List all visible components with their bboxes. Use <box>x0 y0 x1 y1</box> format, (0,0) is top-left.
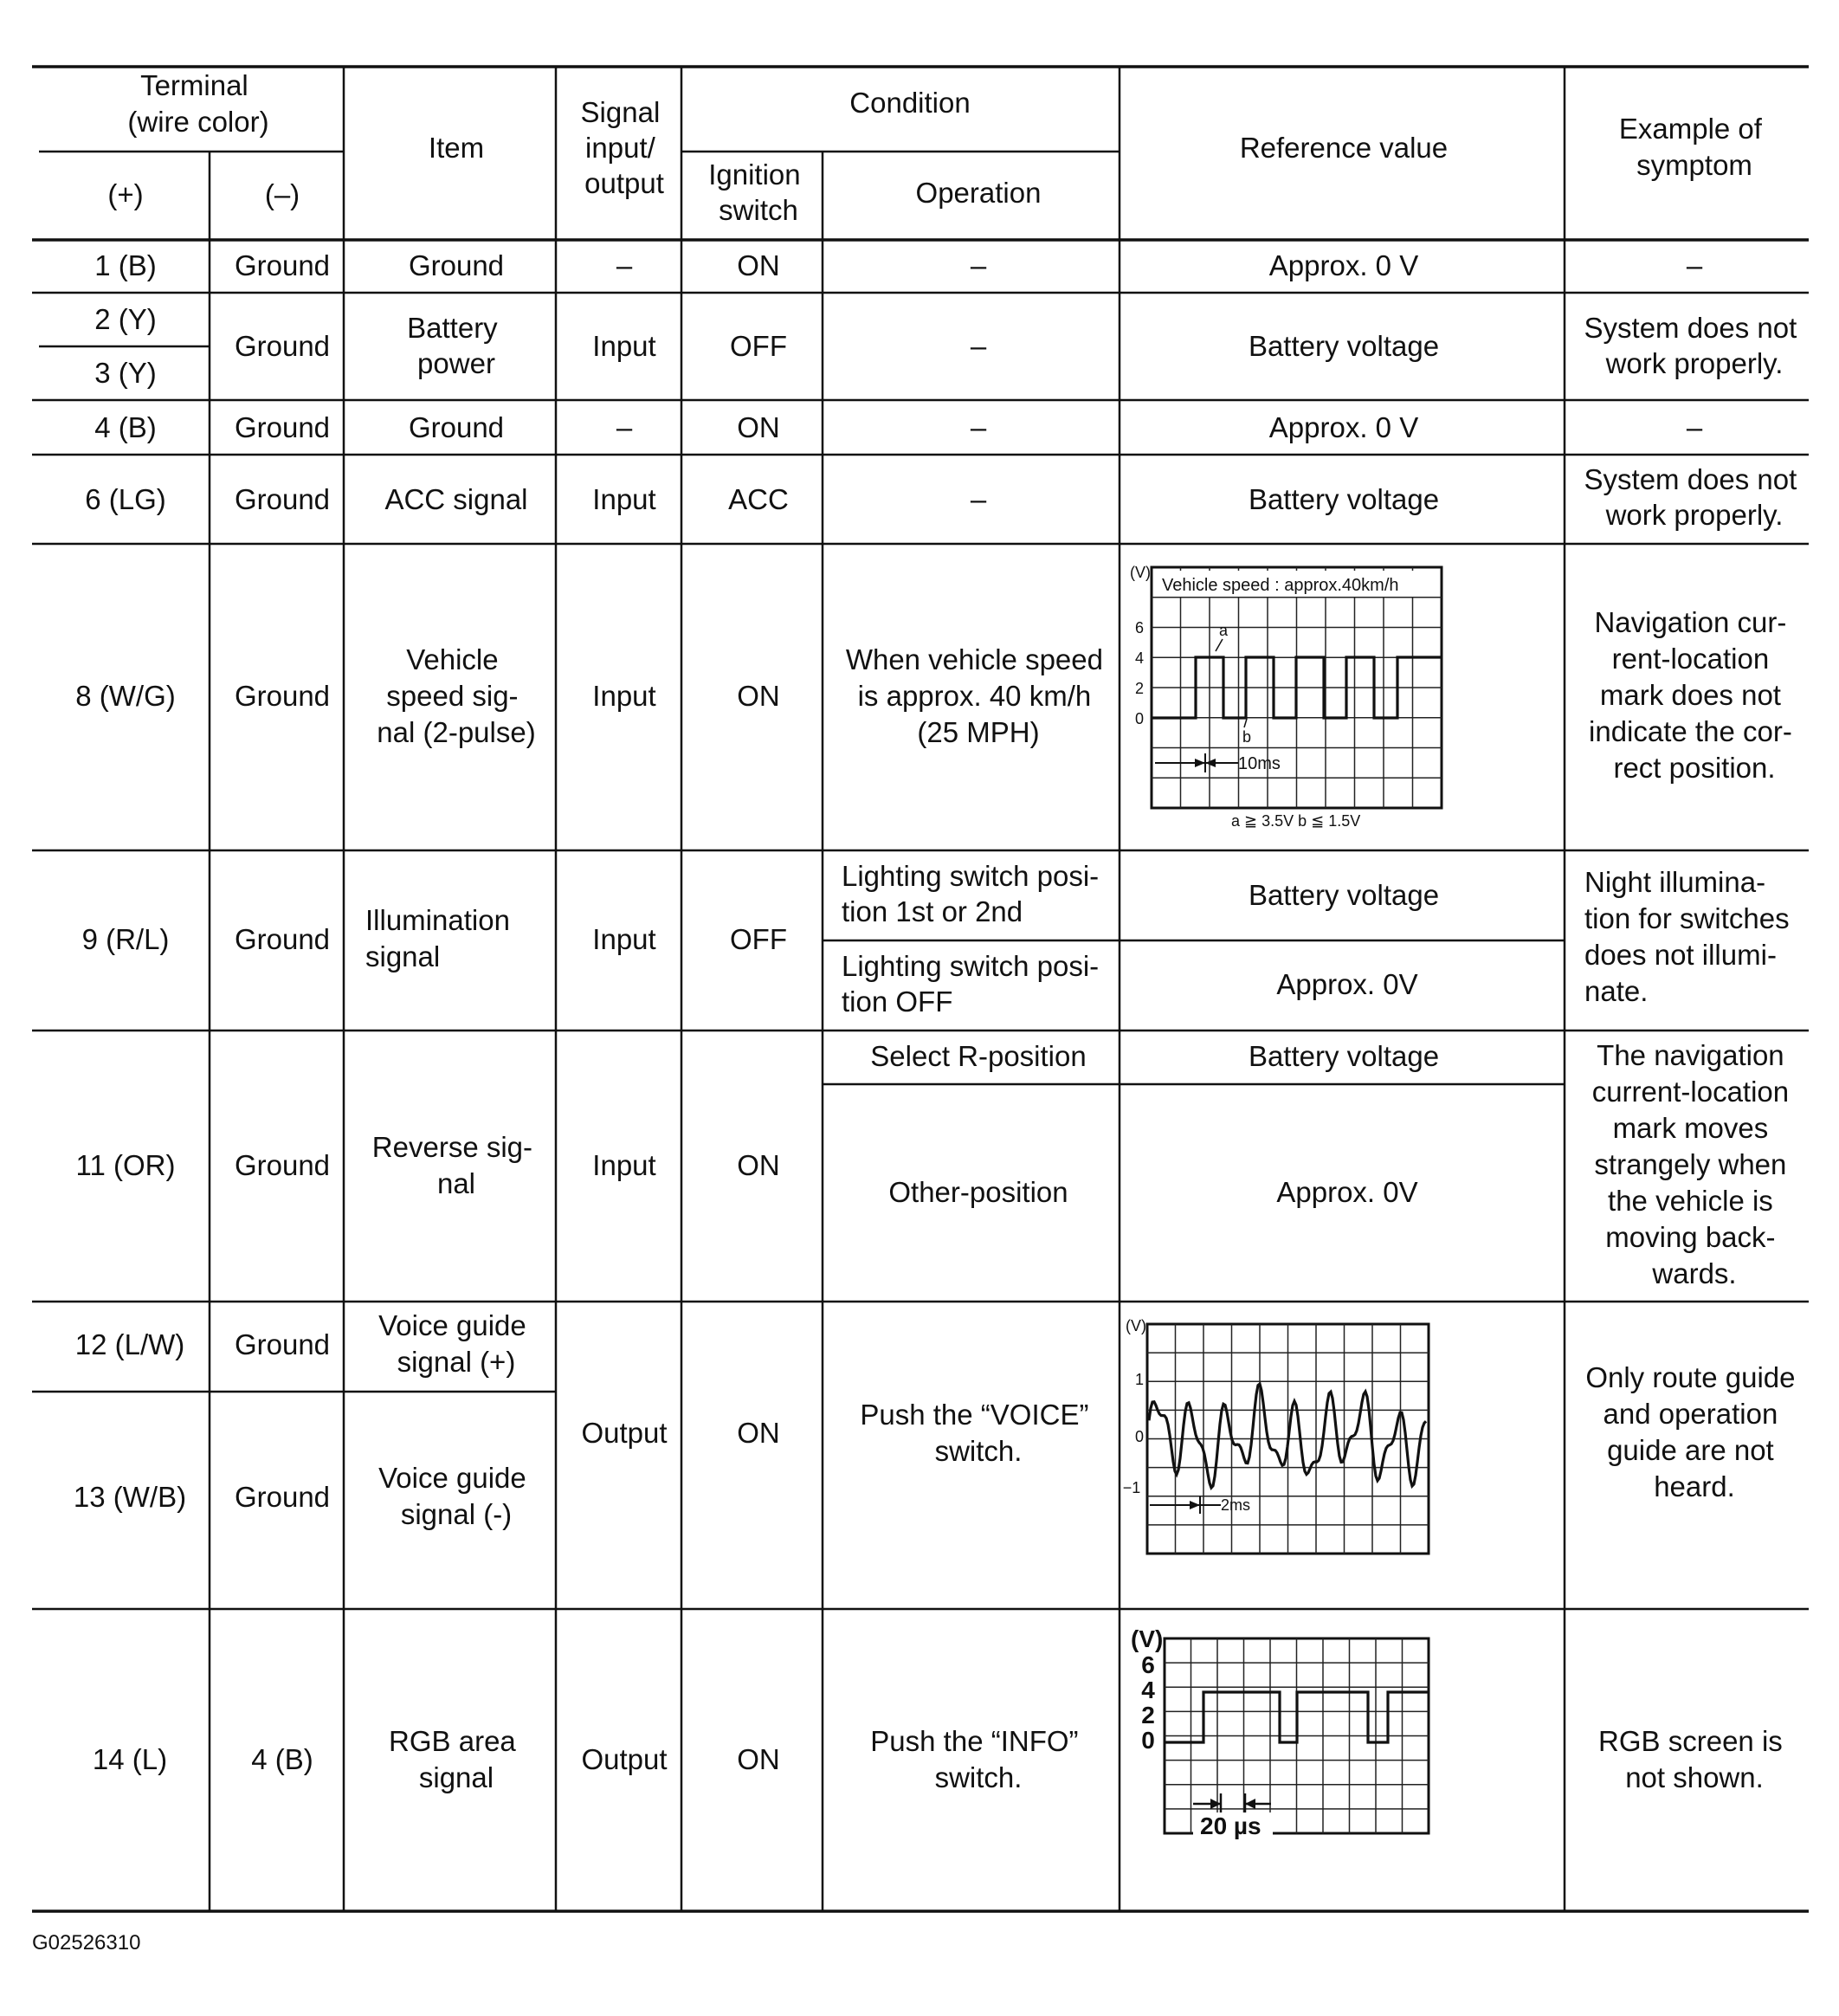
svg-text:Only route guide and o: Only route guide and operation guide are not heard. <box>1585 1361 1796 1502</box>
vehicle-speed-waveform <box>1130 564 1442 830</box>
svg-text:13 (W/B): 13 (W/B) <box>73 1481 187 1513</box>
svg-text:Illumination signal: Illumination signal <box>365 904 510 972</box>
svg-text:Select R-position: Select R-position <box>870 1040 1087 1072</box>
svg-text:ON: ON <box>737 1743 780 1775</box>
header-ignition-switch: Ignition switch <box>708 158 801 226</box>
time-scale-marker <box>1193 1793 1273 1839</box>
svg-text:12 (L/W): 12 (L/W) <box>74 1328 185 1360</box>
y-tick-label: 6 <box>1141 1651 1155 1678</box>
y-tick-label: 0 <box>1134 1428 1145 1445</box>
svg-text:System does not work p: System does not work properly. <box>1584 312 1797 379</box>
svg-text:Input: Input <box>592 483 656 515</box>
svg-text:Ground: Ground <box>234 923 331 955</box>
svg-text:3 (Y): 3 (Y) <box>94 357 157 389</box>
y-tick-label: 2 <box>1134 680 1145 697</box>
table-body <box>74 249 1805 1793</box>
svg-text:Voice guide signal (+): Voice guide signal (+) <box>378 1309 526 1378</box>
header-plus: (+) <box>107 178 144 210</box>
svg-text:Ground: Ground <box>234 330 331 362</box>
svg-text:Lighting switch posi-: Lighting switch posi- tion OFF <box>842 950 1100 1018</box>
svg-text:Approx. 0V: Approx. 0V <box>1276 1176 1418 1208</box>
table-row <box>82 860 1797 1018</box>
header-condition: Condition <box>849 87 971 119</box>
svg-text:6 (LG): 6 (LG) <box>85 483 166 515</box>
svg-text:Ground: Ground <box>234 1149 331 1181</box>
table-row <box>94 249 1703 281</box>
svg-text:Ground: Ground <box>408 411 505 443</box>
svg-text:Input: Input <box>592 330 656 362</box>
y-tick-label: −1 <box>1122 1479 1141 1496</box>
rgb-area-waveform <box>1131 1625 1429 1839</box>
header-example-symptom: Example of symptom <box>1618 113 1762 181</box>
y-tick-label: 4 <box>1141 1677 1155 1703</box>
y-tick-label: 1 <box>1134 1371 1145 1388</box>
scope-y-ticks <box>1135 619 1144 727</box>
svg-text:Battery voltage: Battery voltage <box>1248 1040 1440 1072</box>
svg-text:Approx. 0V: Approx. 0V <box>1276 968 1418 1000</box>
svg-text:Battery voltage: Battery voltage <box>1248 483 1440 515</box>
svg-text:Ground: Ground <box>234 680 331 712</box>
svg-text:–: – <box>1686 411 1703 443</box>
svg-text:Push the “VOICE” switc: Push the “VOICE” switch. <box>860 1399 1089 1467</box>
svg-text:Other-position: Other-position <box>888 1176 1068 1208</box>
header-minus: (–) <box>264 178 300 210</box>
header-reference-value: Reference value <box>1239 132 1449 164</box>
table-row <box>75 1309 534 1378</box>
svg-text:The navigation current: The navigation current-location mark moves strangely when the vehicle is moving back- wards. <box>1591 1039 1790 1289</box>
table-header <box>107 69 1770 226</box>
svg-text:8 (W/G): 8 (W/G) <box>75 680 176 712</box>
svg-text:ON: ON <box>737 411 780 443</box>
svg-text:Battery voltage: Battery voltage <box>1248 330 1440 362</box>
time-scale-label: 20 µs <box>1200 1812 1261 1839</box>
svg-text:Ground: Ground <box>234 1481 331 1513</box>
header-signal-io: Signal input/ output <box>580 96 664 199</box>
svg-text:Approx. 0 V: Approx. 0 V <box>1268 411 1419 443</box>
svg-text:Input: Input <box>592 1149 656 1181</box>
scope-unit-label: (V) <box>1131 1625 1164 1652</box>
svg-text:–: – <box>616 411 633 443</box>
svg-text:Navigation cur- rent-l: Navigation cur- rent-location mark does not indicate the cor- rect position. <box>1589 606 1792 784</box>
table-row <box>74 1462 534 1530</box>
time-scale-marker <box>1155 753 1281 773</box>
svg-text:4 (B): 4 (B) <box>94 411 157 443</box>
svg-text:Voice guide signal (-): Voice guide signal (-) <box>378 1462 526 1530</box>
table-row <box>76 1039 1797 1289</box>
time-scale-label: 2ms <box>1221 1496 1251 1514</box>
y-tick-label: 0 <box>1141 1727 1155 1754</box>
svg-text:RGB screen is not show: RGB screen is not shown. <box>1598 1725 1783 1793</box>
voice-guide-waveform <box>1123 1317 1429 1554</box>
svg-text:OFF: OFF <box>730 330 787 362</box>
scope-mark-b: b <box>1242 728 1252 746</box>
svg-text:Approx. 0 V: Approx. 0 V <box>1268 249 1419 281</box>
time-scale-label: 10ms <box>1238 754 1281 773</box>
svg-text:Vehicle speed sig-: Vehicle speed sig- nal (2-pulse) <box>377 643 536 748</box>
scope-note: a ≧ 3.5V b ≦ 1.5V <box>1231 812 1361 830</box>
svg-text:–: – <box>970 483 987 515</box>
svg-text:Ground: Ground <box>408 249 505 281</box>
figure-code: G02526310 <box>32 1931 141 1955</box>
scope-mark-a: a <box>1219 622 1229 639</box>
header-terminal: Terminal (wire color) <box>127 69 269 138</box>
rgb-waveform-trace <box>1165 1692 1429 1742</box>
svg-text:When vehicle speed is: When vehicle speed is approx. 40 km/h (25 MPH) <box>845 643 1104 748</box>
svg-text:ACC: ACC <box>728 483 789 515</box>
svg-text:Ground: Ground <box>234 1328 331 1360</box>
svg-text:Battery voltage: Battery voltage <box>1248 879 1440 911</box>
svg-text:System does not work p: System does not work properly. <box>1584 463 1797 531</box>
table-row <box>581 1361 1803 1502</box>
svg-text:Reverse sig- nal: Reverse sig- nal <box>371 1131 533 1199</box>
svg-text:ON: ON <box>737 1417 780 1449</box>
pulse-waveform-trace <box>1152 657 1442 718</box>
time-scale-marker <box>1150 1496 1250 1514</box>
svg-text:Lighting switch posi-: Lighting switch posi- tion 1st or 2nd <box>842 860 1100 927</box>
svg-text:1 (B): 1 (B) <box>94 249 157 281</box>
svg-text:Input: Input <box>592 680 656 712</box>
svg-text:–: – <box>1686 249 1703 281</box>
svg-text:Ground: Ground <box>234 249 331 281</box>
svg-text:Input: Input <box>592 923 656 955</box>
table-row <box>94 411 1703 443</box>
svg-text:–: – <box>970 249 987 281</box>
svg-text:Battery power: Battery power <box>407 312 498 379</box>
svg-text:Ground: Ground <box>234 411 331 443</box>
svg-text:Output: Output <box>581 1743 668 1775</box>
y-tick-label: 0 <box>1134 710 1145 727</box>
svg-text:ON: ON <box>737 1149 780 1181</box>
svg-text:Night illumina- tion f: Night illumina- tion for switches does not illumi- nate. <box>1584 866 1790 1007</box>
svg-text:Output: Output <box>581 1417 668 1449</box>
svg-text:OFF: OFF <box>730 923 787 955</box>
svg-text:Ground: Ground <box>234 483 331 515</box>
y-tick-label: 2 <box>1141 1702 1155 1728</box>
table-row <box>75 606 1800 784</box>
svg-text:11 (OR): 11 (OR) <box>75 1149 176 1181</box>
svg-text:RGB area signal: RGB area signal <box>389 1725 516 1793</box>
svg-text:2 (Y): 2 (Y) <box>94 303 157 335</box>
svg-text:ACC signal: ACC signal <box>384 483 528 515</box>
header-operation: Operation <box>915 177 1042 209</box>
table-row <box>94 303 1804 389</box>
svg-text:Push the “INFO” switch: Push the “INFO” switch. <box>870 1725 1079 1793</box>
y-tick-label: 6 <box>1134 619 1145 636</box>
y-tick-label: 4 <box>1134 649 1145 667</box>
svg-text:4 (B): 4 (B) <box>251 1743 313 1775</box>
svg-text:ON: ON <box>737 680 780 712</box>
header-item: Item <box>428 132 485 164</box>
scope-unit-label: (V) <box>1126 1317 1146 1334</box>
svg-text:–: – <box>970 411 987 443</box>
svg-text:ON: ON <box>737 249 780 281</box>
svg-text:9 (R/L): 9 (R/L) <box>81 923 170 955</box>
scope-unit-label: (V) <box>1130 564 1151 581</box>
scope-title: Vehicle speed : approx.40km/h <box>1162 576 1399 595</box>
table-row <box>93 1725 1791 1793</box>
svg-text:–: – <box>616 249 633 281</box>
svg-text:14 (L): 14 (L) <box>92 1743 168 1775</box>
svg-text:–: – <box>970 330 987 362</box>
